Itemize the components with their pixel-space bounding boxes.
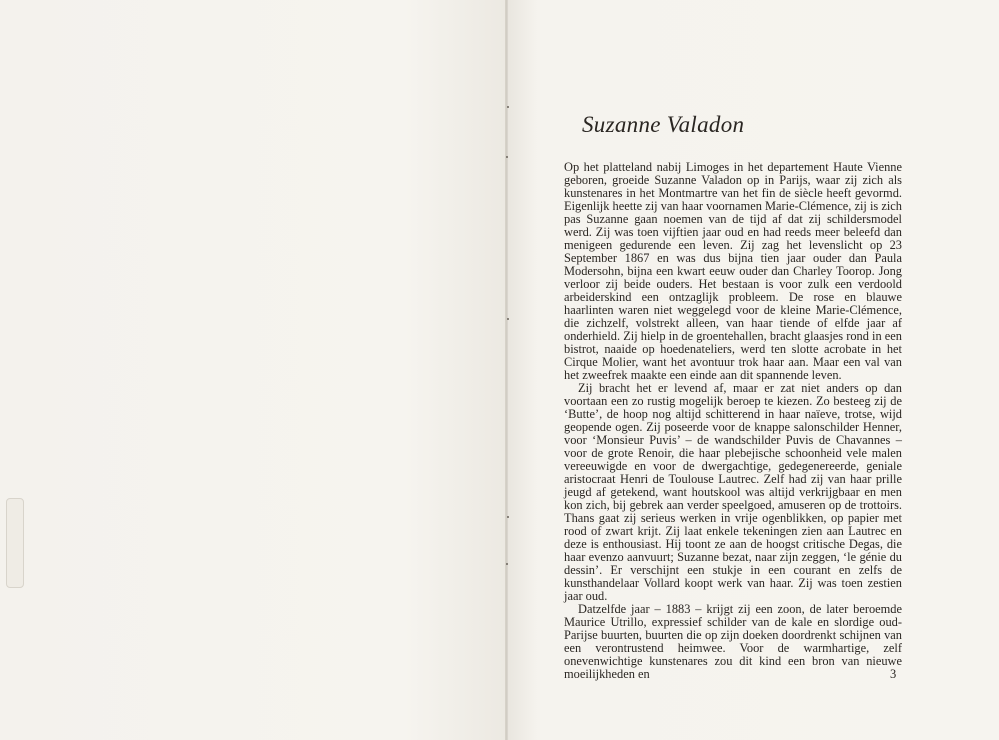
paragraph: Op het platteland nabij Limoges in het departement Haute Vienne geboren, groeide Suzanne Valadon op in Parijs, waar zij zich als kunstenares in het Montmartre van het fin de siècle heeft gevormd. Eigenlijk heette zij van haar voornamen Marie-Clémence, zij is zich pas Suzanne gaan noemen van de tijd af dat zij schildersmodel werd. Zij was toen vijftien jaar oud en had reeds meer beleefd dan menigeen gedurende een leven. Zij zag het levenslicht op 23 September 1867 en was dus bijna tien jaar ouder dan Paula Modersohn, bijna een kwart eeuw ouder dan Charley Toorop. Jong verloor zij beide ouders. Het bestaan is voor zulk een verdoold arbeiderskind een ontzaglijk probleem. De rose en blauwe haarlinten waren niet weggelegd voor de kleine Marie-Clémence, die zichzelf, volstrekt alleen, van haar tiende of elfde jaar af onderhield. Zij hielp in de groentehallen, bracht glaasjes rond in een bistrot, naaide op hoedenateliers, werd ten slotte acrobate in het Cirque Molier, want het avontuur trok haar aan. Maar een val van het zweefrek maakte een einde aan dit spannende leven. bbox=[564, 160, 902, 382]
paper-speck bbox=[506, 563, 508, 565]
paper-tab bbox=[6, 498, 24, 588]
paper-speck bbox=[506, 156, 508, 158]
paper-speck bbox=[507, 106, 509, 108]
page-number: 3 bbox=[890, 667, 897, 681]
paragraph: Zij bracht het er levend af, maar er zat niet anders op dan voortaan een zo rustig mogelijk beroep te kiezen. Zo besteeg zij de ‘Butte’, de hoop nog altijd schitterend in haar naïeve, trotse, wijd geopende ogen. Zij poseerde voor de knappe salonschilder Henner, voor ‘Monsieur Puvis’ – de wandschilder Puvis de Chavannes – voor de grote Renoir, die haar plebejische schoonheid vele malen vereeuwigde en voor de dwergachtige, gedegenereerde, geniale aristocraat Henri de Toulouse Lautrec. Zelf had zij van haar prille jeugd af getekend, want houtskool was altijd verkrijgbaar en men kon zich, bij gebrek aan verder speelgoed, amuseren op de trottoirs. Thans gaat zij serieus werken in vrije ogenblikken, op papier met rood of zwart krijt. Zij laat enkele tekeningen zien aan Lautrec en deze is enthousiast. Hij toont ze aan de hoogst critische Degas, die haar evenzo aanvuurt; Suzanne bezat, naar zijn zeggen, ‘le génie du dessin’. Er verschijnt een stukje in een courant en zelfs de kunsthandelaar Vollard koopt werk van haar. Zij was toen zestien jaar oud. bbox=[564, 381, 902, 603]
paper-speck bbox=[507, 516, 509, 518]
chapter-title: Suzanne Valadon bbox=[582, 112, 745, 137]
paper-speck bbox=[507, 318, 509, 320]
body-text bbox=[564, 161, 902, 681]
paragraph: Datzelfde jaar – 1883 – krijgt zij een zoon, de later beroemde Maurice Utrillo, expressief schilder van de kale en slordige oud-Parijse buurten, buurten die op zijn doeken doordrenkt schijnen van een verontrustend heimwee. Voor de warmhartige, zelf onevenwichtige kunstenares zou dit kind een bron van nieuwe moeilijkheden en bbox=[564, 602, 902, 681]
